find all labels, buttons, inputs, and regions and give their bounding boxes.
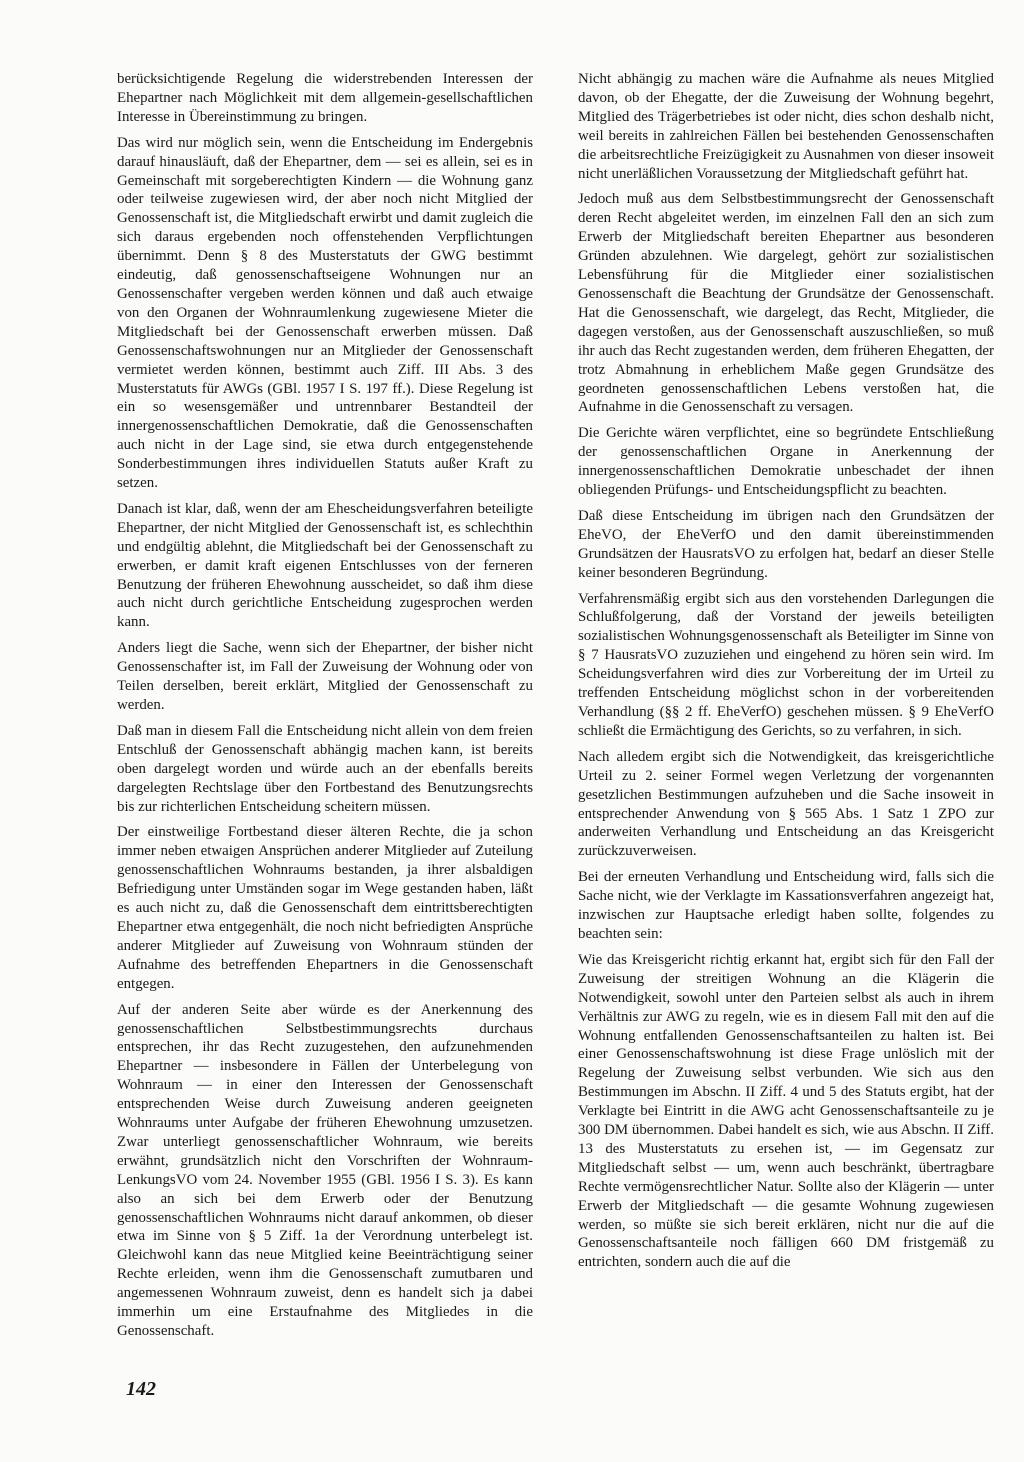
right-column: [578, 70, 994, 1279]
paragraph: Bei der erneuten Verhandlung und Entscheidung wird, falls sich die Sache nicht, wie der Verklagte im Kassationsverfahren angezeigt hat, inzwischen zur Hauptsache erledigt haben sollte, folgendes zu beachten sein:: [578, 869, 994, 942]
paragraph: Der einstweilige Fortbestand dieser älteren Rechte, die ja schon immer neben etwaigen Ansprüchen anderer Mitglieder auf Zuteilung genossenschaftlichen Wohnraums bestanden, ja ihrer alsbaldigen Befriedigung unter Umständen sogar im Wege gestanden haben, läßt es auch nicht zu, daß die Genossenschaft dem eintrittsberechtigten Ehepartner etwa entgegenhält, die noch nicht befriedigten Ansprüche anderer Mitglieder auf Zuweisung von Wohnraum stünden der Aufnahme des betreffenden Ehepartners in die Genossenschaft entgegen.: [117, 824, 533, 992]
paragraph: Nicht abhängig zu machen wäre die Aufnahme als neues Mitglied davon, ob der Ehegatte, der die Zuweisung der Wohnung begehrt, Mitglied des Trägerbetriebes ist oder nicht, dies schon deshalb nicht, weil bereits in zahlreichen Fällen bei bestehenden Genossenschaften die arbeitsrechtliche Freizügigkeit zu Ausnahmen von dieser insoweit nicht unerläßlichen Voraussetzung der Mitgliedschaft geführt hat.: [578, 71, 994, 182]
paragraph: berücksichtigende Regelung die widerstrebenden Interessen der Ehepartner nach Möglichkeit mit dem allgemein-gesellschaftlichen Interesse in Übereinstimmung zu bringen.: [117, 71, 533, 125]
paragraph: Anders liegt die Sache, wenn sich der Ehepartner, der bisher nicht Genossenschafter ist, im Fall der Zuweisung der Wohnung oder von Teilen derselben, bereit erklärt, Mitglied der Genossenschaft zu werden.: [117, 640, 533, 713]
paragraph: Daß man in diesem Fall die Entscheidung nicht allein von dem freien Entschluß der Genossenschaft abhängig machen kann, ist bereits oben dargelegt worden und würde auch an der ebenfalls bereits dargelegten Rechtslage über den Fortbestand des Benutzungsrechts bis zur richterlichen Entscheidung scheitern müssen.: [117, 722, 533, 815]
page-number: 142: [126, 1378, 156, 1400]
paragraph: Wie das Kreisgericht richtig erkannt hat, ergibt sich für den Fall der Zuweisung der streitigen Wohnung an die Klägerin die Notwendigkeit, sowohl unter den Parteien selbst als auch in ihrem Verhältnis zur AWG zu regeln, wie es in diesem Fall mit den auf die Wohnung entfallenden Genossenschaftsanteilen zu halten ist. Bei einer Genossenschaftswohnung ist diese Frage unlöslich mit der Regelung der Zuweisung selbst verbunden. Wie sich aus den Bestimmungen im Abschn. II Ziff. 4 und 5 des Statuts ergibt, hat der Verklagte bei Eintritt in die AWG acht Genossenschaftsanteile zu je 300 DM übernommen. Dabei handelt es sich, wie aus Abschn. II Ziff. 13 des Musterstatuts zu ersehen ist, — im Gegensatz zur Mitgliedschaft selbst — um, wenn auch beschränkt, übertragbare Rechte vermögensrechtlicher Natur. Sollte also der Klägerin — unter Erwerb der Mitgliedschaft — die gesamte Wohnung zugewiesen werden, so müßte sie sich bereit erklären, nicht nur die auf die Genossenschaftsanteile noch fälligen 660 DM fristgemäß zu entrichten, sondern auch die auf die: [578, 951, 994, 1271]
left-column: [117, 70, 533, 1348]
paragraph: Jedoch muß aus dem Selbstbestimmungsrecht der Genossenschaft deren Recht abgeleitet werden, im einzelnen Fall den an sich zum Erwerb der Mitgliedschaft bereiten Ehepartner aus besonderen Gründen abzulehnen. Wie dargelegt, gehört zur sozialistischen Lebensführung für die Mitglieder einer sozialistischen Genossenschaft die Beachtung der Grundsätze der Genossenschaft. Hat die Genossenschaft, wie dargelegt, das Recht, Mitglieder, die dagegen verstoßen, aus der Genossenschaft auszuschließen, so muß ihr auch das Recht zugestanden werden, dem früheren Ehegatten, der trotz Abmahnung in erheblichem Maße gegen Grundsätze des geordneten genossenschaftlichen Lebens verstoßen hat, die Aufnahme in die Genossenschaft zu versagen.: [578, 191, 994, 416]
paragraph: Das wird nur möglich sein, wenn die Entscheidung im Endergebnis darauf hinausläuft, daß der Ehepartner, dem — sei es allein, sei es in Gemeinschaft mit sorgeberechtigten Kindern — die Wohnung ganz oder teilweise zugewiesen wird, der aber noch nicht Mitglied der Genossenschaft ist, die Mitgliedschaft erwirbt und damit zugleich die sich daraus ergebenden noch offenstehenden Verpflichtungen übernimmt. Denn § 8 des Musterstatuts der GWG bestimmt eindeutig, daß genossenschaftseigene Wohnungen nur an Genossenschafter vergeben werden können und daß auch etwaige von den Organen der Wohnraumlenkung zugewiesene Mieter die Mitgliedschaft bei der Genossenschaft erwerben müssen. Daß Genossenschaftswohnungen nur an Mitglieder der Genossenschaft vermietet werden können, bestimmt auch Ziff. III Abs. 3 des Musterstatuts für AWGs (GBl. 1957 I S. 197 ff.). Diese Regelung ist ein so wesensgemäßer und untrennbarer Bestandteil der innergenossenschaftlichen Demokratie, daß die Genossenschaften auch nicht in der Lage sind, sie etwa durch entgegenstehende Sonderbestimmungen ihres individuellen Statuts außer Kraft zu setzen.: [117, 134, 533, 492]
paragraph: Daß diese Entscheidung im übrigen nach den Grundsätzen der EheVO, der EheVerfO und den damit übereinstimmenden Grundsätzen der HausratsVO zu erfolgen hat, bedarf an dieser Stelle keiner besonderen Begründung.: [578, 507, 994, 581]
paragraph: Danach ist klar, daß, wenn der am Ehescheidungsverfahren beteiligte Ehepartner, der nicht Mitglied der Genossenschaft ist, es schlechthin und endgültig ablehnt, die Mitgliedschaft bei der Genossenschaft zu erwerben, er damit kraft eigenen Entschlusses von der ferneren Benutzung der früheren Ehewohnung ausscheidet, so daß ihm diese auch nicht durch gerichtliche Entscheidung zugesprochen werden kann.: [117, 500, 533, 631]
paragraph: Die Gerichte wären verpflichtet, eine so begründete Entschließung der genossenschaftlichen Organe in Anerkennung der innergenossenschaftlichen Demokratie unbeschadet der ihnen obliegenden Prüfungs- und Entscheidungspflicht zu beachten.: [578, 425, 994, 499]
paragraph: Verfahrensmäßig ergibt sich aus den vorstehenden Darlegungen die Schlußfolgerung, daß der Vorstand der jeweils beteiligten sozialistischen Wohnungsgenossenschaft als Beteiligter im Sinne von § 7 HausratsVO zuzuziehen und eingehend zu hören sein wird. Im Scheidungsverfahren wird dies zur Vorbereitung der im Urteil zu treffenden Entscheidung möglichst schon in der vorbereitenden Verhandlung (§§ 2 ff. EheVerfO) geschehen müssen. § 9 EheVerfO schließt die Ermächtigung des Gerichts, so zu verfahren, in sich.: [578, 590, 994, 739]
paragraph: Auf der anderen Seite aber würde es der Anerkennung des genossenschaftlichen Selbstbestimmungsrechts durchaus entsprechen, ihr das Recht zuzugestehen, den aufzunehmenden Ehepartner — insbesondere in Fällen der Unterbelegung von Wohnraum — in einer den Interessen der Genossenschaft entsprechenden Weise durch Zuweisung anderen geeigneten Wohnraums unter Aufgabe der früheren Ehewohnung umzusetzen. Zwar unterliegt genossenschaftlicher Wohnraum, wie bereits erwähnt, grundsätzlich nicht den Vorschriften der Wohnraum-LenkungsVO vom 24. November 1955 (GBl. 1956 I S. 3). Es kann also an sich bei dem Erwerb oder der Benutzung genossenschaftlichen Wohnraums nicht darauf ankommen, ob dieser etwa im Sinne von § 5 Ziff. 1a der Verordnung unterbelegt ist. Gleichwohl kann das neue Mitglied keine Beeinträchtigung seiner Rechte erleiden, wenn ihm die Genossenschaft zumutbaren und angemessenen Wohnraum zuweist, denn es handelt sich ja dabei immerhin um eine Erstaufnahme des Mitgliedes in die Genossenschaft.: [117, 1001, 533, 1339]
paragraph: Nach alledem ergibt sich die Notwendigkeit, das kreisgerichtliche Urteil zu 2. seiner Formel wegen Verletzung der vorgenannten gesetzlichen Bestimmungen aufzuheben und die Sache insoweit in entsprechender Anwendung von § 565 Abs. 1 Satz 1 ZPO zur anderweiten Verhandlung und Entscheidung an das Kreisgericht zurückzuverweisen.: [578, 748, 994, 860]
